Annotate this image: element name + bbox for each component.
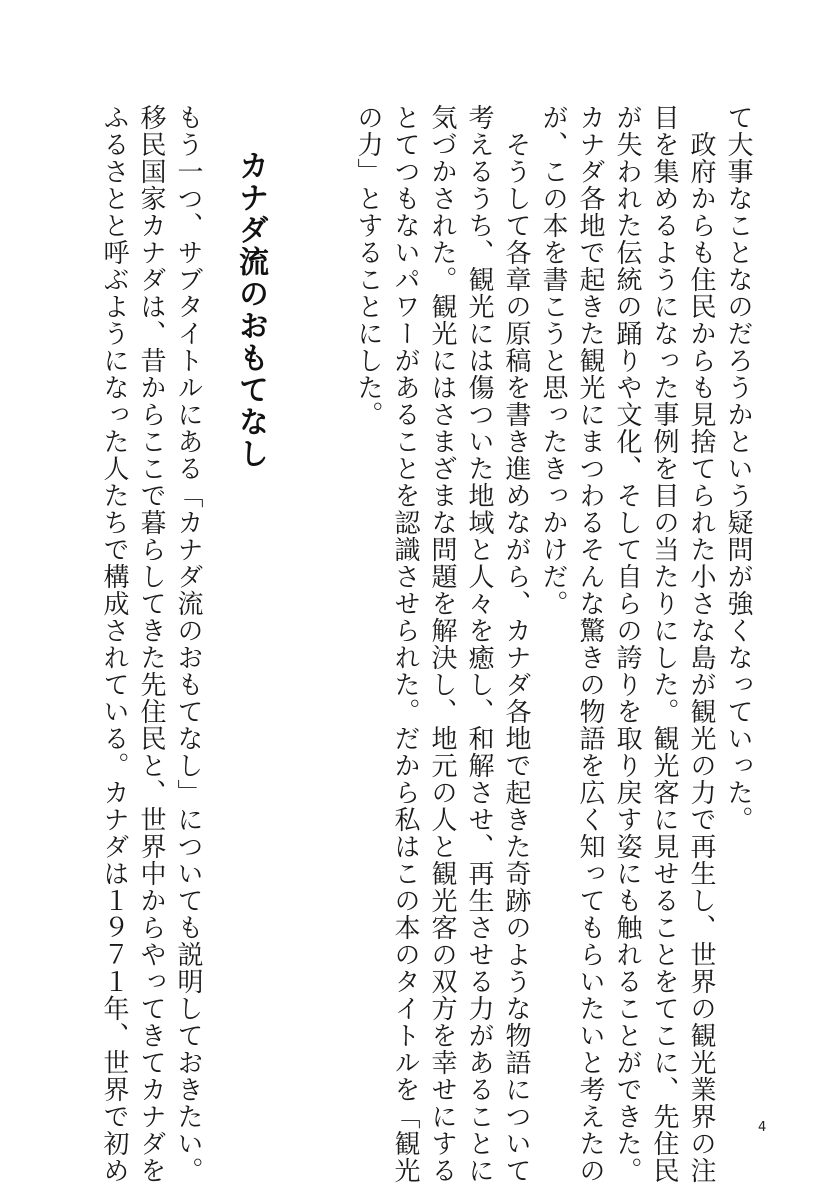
text-column: 考えるうち、観光には傷ついた地域と人々を癒し、和解させ、再生させる力があることに [464,104,494,1184]
text-column: 気づかされた。観光にはさまざまな問題を解決し、地元の人と観光客の双方を幸せにする [427,104,457,1184]
text-column: が失われた伝統の踊りや文化、そして自らの誇りを取り戻す姿にも触れることができた。 [612,104,642,1184]
text-column: もう一つ、サブタイトルにある「カナダ流のおもてなし」についても説明しておきたい。 [173,104,203,1184]
text-column: そうして各章の原稿を書き進めながら、カナダ各地で起きた奇跡のような物語について [501,104,531,1184]
text-column: 目を集めるようになった事例を目の当たりにした。観光客に見せることをてこに、先住民 [649,104,679,1184]
text-column: の力」とすることにした。 [353,104,383,428]
text-column: て大事なことなのだろうかという疑問が強くなっていった。 [723,104,753,833]
text-column: カナダ各地で起きた観光にまつわるそんな驚きの物語を広く知ってもらいたいと考えたの [575,104,605,1184]
text-column: が、この本を書こうと思ったきっかけだ。 [538,104,568,617]
text-column: 移民国家カナダは、昔からここで暮らしてきた先住民と、世界中からやってきてカナダを [136,104,166,1184]
page-number: 4 [758,1120,767,1135]
text-column: ふるさとと呼ぶようになった人たちで構成されている。カナダは１９７１年、世界で初め [99,104,129,1184]
text-column: 政府からも住民からも見捨てられた小さな島が観光の力で再生し、世界の観光業界の注 [686,104,716,1184]
text-column: とてつもないパワーがあることを認識させられた。だから私はこの本のタイトルを「観光 [390,104,420,1184]
section-heading: カナダ流のおもてなし [233,150,268,470]
